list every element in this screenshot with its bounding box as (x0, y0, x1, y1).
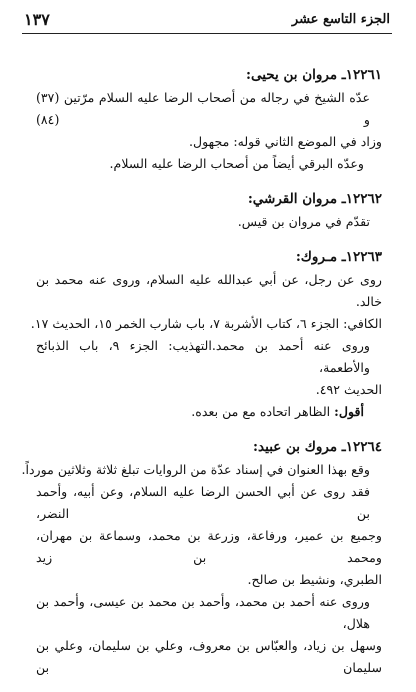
text-line: عدّه الشيخ في رجاله من أصحاب الرضا عليه السلام مرّتين (٣٧) و (٨٤) (36, 90, 370, 127)
entry (36, 188, 382, 233)
text-line: فقد روى عن أبي الحسن الرضا عليه السلام، وعن أبيه، وأحمد بن النضر، (36, 484, 370, 521)
text-line: وزاد في الموضع الثاني قوله: مجهول. (189, 134, 382, 149)
page-number: ١٣٧ (24, 9, 50, 29)
text-line: وروى عنه أحمد بن محمد.التهذيب: الجزء ٩، باب الذبائح والأطعمة، (36, 338, 370, 375)
entry (30, 246, 382, 423)
text-line: وسهل بن زياد، والعبّاس بن معروف، وعلي بن سليمان، وعلي بن سليمان بن (36, 638, 382, 675)
entry-title: ١٢٢٦٤ـ مروك بن عبيد: (253, 439, 382, 455)
text-line: تقدّم في مروان بن قيس. (237, 214, 370, 229)
entry (36, 64, 382, 175)
running-title: الجزء التاسع عشر (291, 11, 390, 27)
entry-title: ١٢٢٦٢ـ مروان القرشي: (247, 191, 382, 207)
entry-title: ١٢٢٦١ـ مروان بن يحيى: (246, 67, 382, 83)
page-body (21, 64, 382, 692)
text-line: روى عن رجل، عن أبي عبدالله عليه السلام، وروى عنه محمد بن خالد. (36, 272, 382, 309)
text-line: وعدّه البرقي أيضاً من أصحاب الرضا عليه السلام. (109, 156, 364, 171)
text-line: وجميع بن عمير، ورفاعة، وزرعة بن محمد، وسماعة بن مهران، ومحمد بن زيد (36, 528, 382, 565)
header-rule (22, 33, 392, 34)
aqool-label: أقول: (334, 404, 364, 419)
text-line: الطبري، ونشيط بن صالح. (247, 572, 382, 587)
text-line: الحديث ٤٩٢. (315, 382, 382, 397)
aqool-text: الظاهر اتحاده مع من بعده. (191, 404, 335, 419)
text-line: وقع بهذا العنوان في إسناد عدّة من الروايات تبلغ ثلاثة وثلاثين مورداً. (21, 462, 370, 477)
text-line (36, 401, 382, 423)
entry-title: ١٢٢٦٣ـ مـروك: (295, 249, 382, 265)
text-line: وروى عنه أحمد بن محمد، وأحمد بن محمد بن عيسى، وأحمد بن هلال، (36, 594, 370, 631)
text-line: الكافي: الجزء ٦، كتاب الأشربة ٧، باب شارب الخمر ١٥، الحديث ١٧. (30, 316, 382, 331)
page-header (24, 6, 390, 32)
entry (21, 436, 382, 679)
